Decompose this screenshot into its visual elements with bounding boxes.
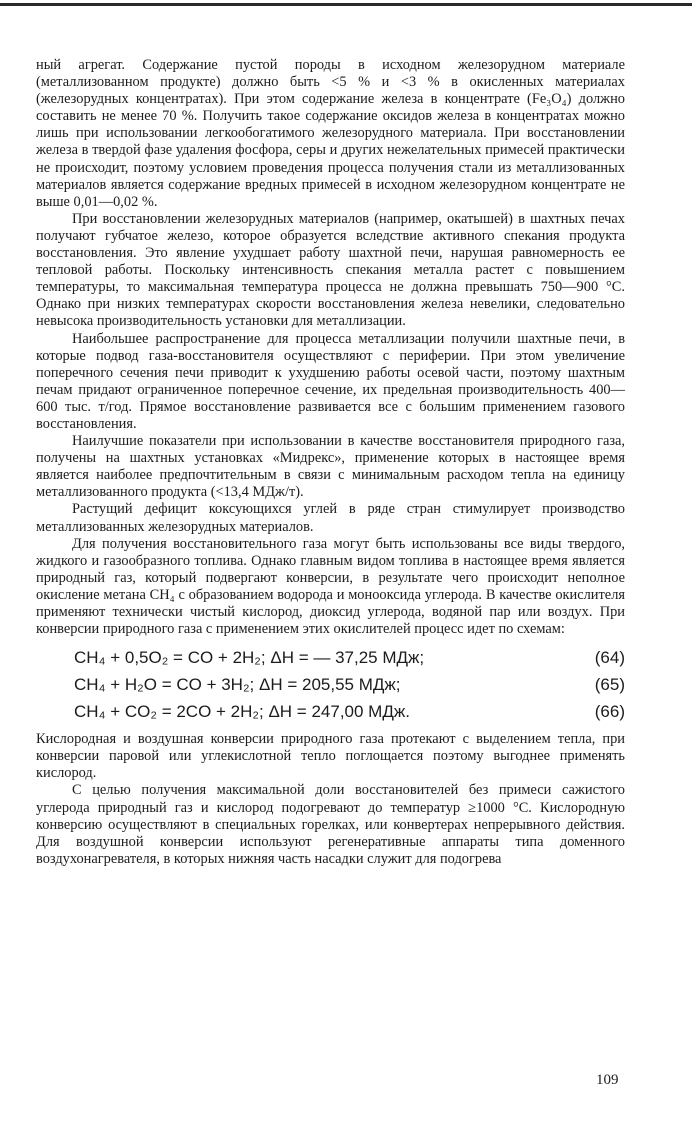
equation-64 <box>36 644 625 671</box>
equation-65 <box>36 671 625 698</box>
equation-number: (66) <box>594 702 625 722</box>
equation-block <box>36 644 625 725</box>
equation-formula: CH₄ + H₂O = CO + 3H₂; ΔH = 205,55 МДж; <box>74 675 401 695</box>
equation-66 <box>36 698 625 725</box>
paragraph-4: Наилучшие показатели при использовании в качестве восстановителя природного газа, получены на шахтных установках «Мидрекс», применение которых в настоящее время является наиболее предпочтительным в связи с минимальным расходом тепла на единицу металлизованного продукта (<13,4 МДж/т). <box>36 433 625 501</box>
equation-formula: CH₄ + 0,5O₂ = CO + 2H₂; ΔH = — 37,25 МДж; <box>74 648 425 668</box>
page-number: 109 <box>596 1072 619 1088</box>
paragraph-5: Растущий дефицит коксующихся углей в ряде стран стимулирует производство металлизованных железорудных материалов. <box>36 501 625 535</box>
paragraph-7: Кислородная и воздушная конверсии природного газа протекают с выделением тепла, при конверсии паровой или углекислотной тепло поглощается поэтому выгоднее применять кислород. <box>36 731 625 782</box>
paragraph-2: При восстановлении железорудных материалов (например, окатышей) в шахтных печах получают губчатое железо, которое образуется вследствие активного спекания продукта восстановления. Это явление ухудшает работу шахтной печи, нарушая равномерность ее тепловой работы. Поскольку интенсивность спекания металла растет с повышением температуры, то максимальная температура процесса не должна превышать 750—900 °С. Однако при низких температурах скорости восстановления железа невелики, следовательно невысока производительность установки для металлизации. <box>36 210 625 330</box>
paragraph-3: Наибольшее распространение для процесса металлизации получили шахтные печи, в которые подвод газа-восстановителя осуществляют с периферии. При этом увеличение поперечного сечения печи приводит к ухудшению работы осевой части, поэтому шахтным печам придают ограниченное поперечное сечение, их предельная производительность 400—600 тыс. т/год. Прямое восстановление развивается все с большим применением газового восстановления. <box>36 330 625 432</box>
page-body <box>36 57 625 868</box>
top-rule <box>0 3 692 6</box>
paragraph-6: Для получения восстановительного газа могут быть использованы все виды твердого, жидкого и газообразного топлива. Однако главным видом топлива в настоящее время является природный газ, который подвергают конверсии, в результате чего происходит неполное окисление метана CH₄ с образованием водорода и монооксида углерода. В качестве окислителя применяют технически чистый кислород, диоксид углерода, водяной пар или воздух. При конверсии природного газа с применением этих окислителей процесс идет по схемам: <box>36 535 625 638</box>
equation-formula: CH₄ + CO₂ = 2CO + 2H₂; ΔH = 247,00 МДж. <box>74 702 410 722</box>
paragraph-8: С целью получения максимальной доли восстановителей без примеси сажистого углерода природный газ и кислород подогревают до температур ≥1000 °С. Кислородную конверсию осуществляют в специальных горелках, или конвертерах непрерывного действия. Для воздушной конверсии используют регенеративные аппараты типа доменного воздухонагревателя, в которых нижняя часть насадки служит для подогрева <box>36 782 625 867</box>
equation-number: (64) <box>594 648 625 668</box>
equation-number: (65) <box>594 675 625 695</box>
paragraph-1: ный агрегат. Содержание пустой породы в исходном железорудном материале (металлизованном продукте) должно быть <5 % и <3 % в окисленных материалах (железорудных концентратах). При этом содержание железа в концентрате (Fe₃O₄) должно составить не менее 70 %. Получить такое содержание оксидов железа в концентратах можно лишь при использовании легкообогатимого железорудного материала. При восстановлении железа в твердой фазе удаления фосфора, серы и других нежелательных примесей практически не происходит, поэтому условием проведения процесса получения стали из металлизованных материалов является содержание вредных примесей в исходном железорудном концентрате не выше 0,01—0,02 %. <box>36 57 625 210</box>
